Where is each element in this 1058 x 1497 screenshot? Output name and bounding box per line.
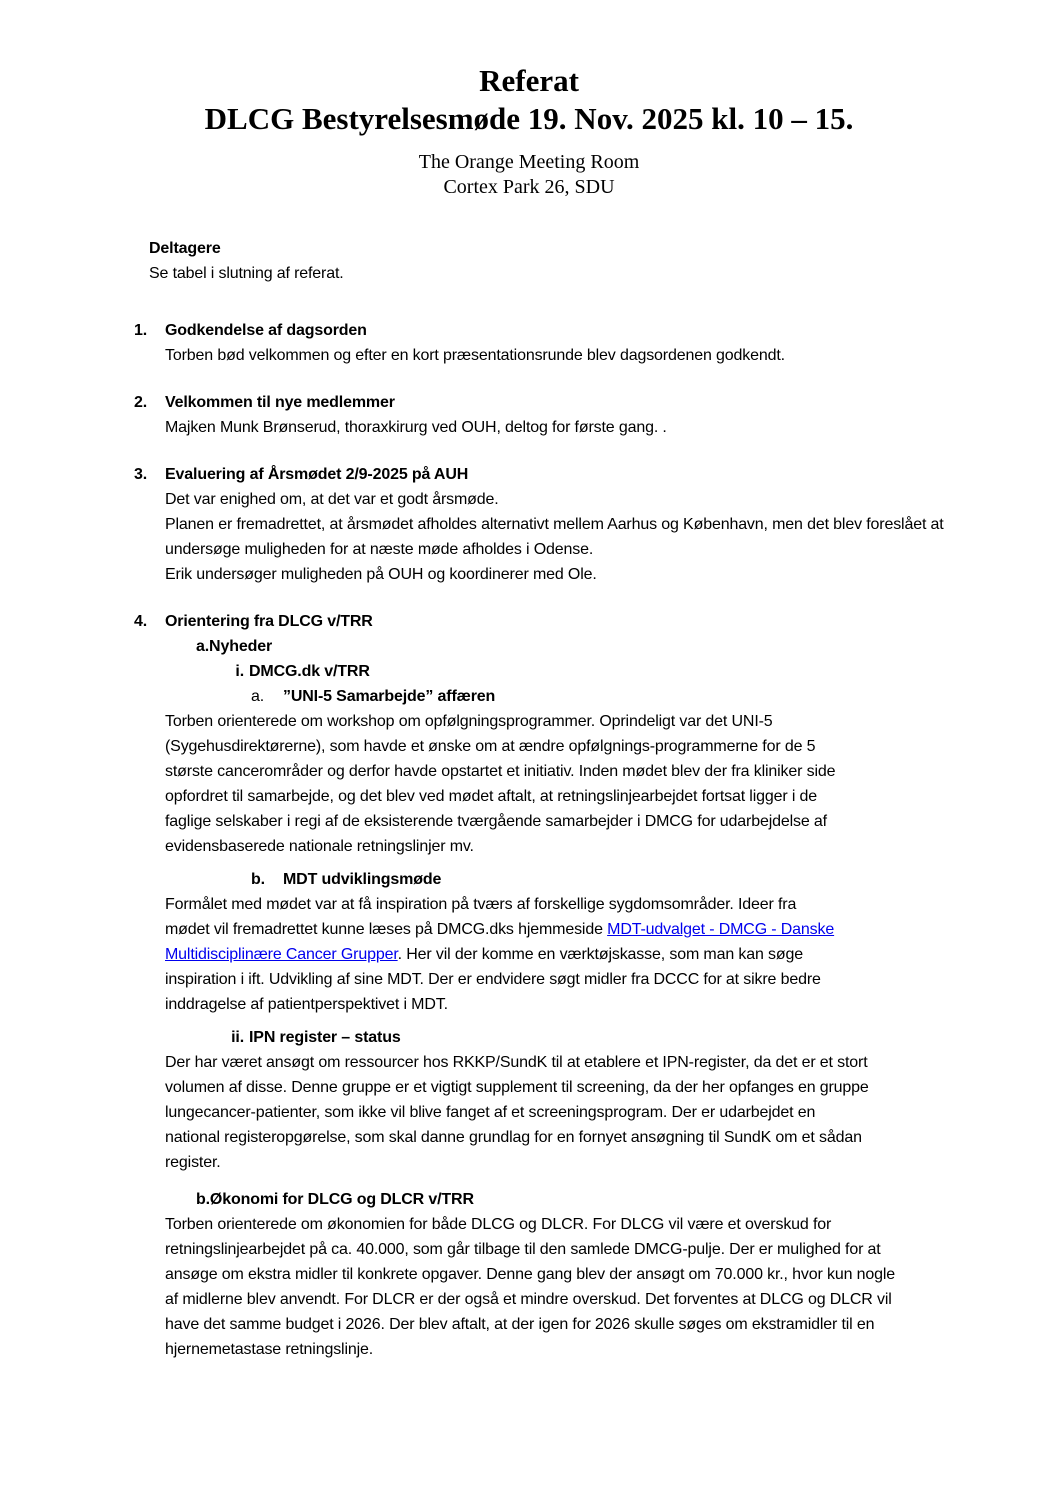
sub-item-title: DMCG.dk v/TRR [249,663,370,680]
sub-item-label: ii. [231,1029,244,1046]
item-paragraph: Torben bød velkommen og efter en kort præsentationsrunde blev dagsordenen godkendt. [165,347,785,364]
page-title: Referat [479,63,579,98]
sub-item-paragraph: Der har været ansøgt om ressourcer hos RKKP/SundK til at etablere et IPN-register, da det er et stort volumen af disse. Denne gruppe er et vigtigt supplement til screening, da der her opfanges en gruppe lungecancer-patienter, som ikke vil blive fanget af et screeningsprogram. Der er udarbejdet en national registeropgørelse, som skal danne grundlag for en fornyet ansøgning til SundK om et sådan register. [165,1054,869,1171]
agenda-list [0,318,1058,1362]
sub-item-title: Nyheder [209,638,273,655]
sub-item-paragraph [165,892,836,1017]
sub-item-label: a. [196,638,210,655]
agenda-item-2 [0,390,1058,440]
agenda-item-3 [0,462,1058,587]
sub-item-title: IPN register – status [249,1029,401,1046]
item-paragraph: Planen er fremadrettet, at årsmødet afholdes alternativt mellem Aarhus og København, men det blev foreslået at undersøge muligheden for at næste møde afholdes i Odense. [165,516,944,558]
sub-item-a-nyheder [196,634,958,659]
agenda-item-4 [0,609,1058,1362]
participants-section [149,236,1058,286]
item-number: 2. [134,394,148,411]
sub-item-paragraph: Torben orienterede om økonomien for både DLCG og DLCR. For DLCG vil være et overskud for retningslinjearbejdet på ca. 40.000, som går tilbage til den samlede DMCG-pulje. Der er mulighed for at ansøge om ekstra midler til konkrete opgaver. Denne gang blev der ansøgt om 70.000 kr., hvor kun nogle af midlerne blev anvendt. For DLCR er der også et mindre overskud. Det forventes at DLCG og DLCR vil have det samme budget i 2026. Der blev aftalt, at der igen for 2026 skulle søges om ekstramidler til en hjernemetastase retningslinje. [165,1216,896,1358]
sub-item-label: b. [251,871,265,888]
item-title: Evaluering af Årsmødet 2/9-2025 på AUH [165,466,469,483]
sub-item-a-uni5 [251,684,958,709]
meeting-room: The Orange Meeting Room [418,151,640,173]
mdt-udvalget-link[interactable]: MDT-udvalget - DMCG - Danske Multidisciplinære Cancer Grupper [165,921,835,963]
participants-note: Se tabel i slutning af referat. [149,265,344,282]
meeting-title: DLCG Bestyrelsesmøde 19. Nov. 2025 kl. 10 – 15. [204,101,854,136]
participants-heading: Deltagere [149,240,221,257]
sub-item-paragraph: Torben orienterede om workshop om opfølgningsprogrammer. Oprindeligt var det UNI-5 (Sygehusdirektørerne), som havde et ønske om at ændre opfølgnings-programmerne for de 5 største cancerområder og derfor havde opstartet et initiativ. Inden mødet blev der fra kliniker side opfordret til samarbejde, og det blev ved mødet aftalt, at retningslinjearbejdet fortsat ligger i de faglige selskaber i regi af de eksisterende tværgående samarbejder i DMCG for udarbejdelse af evidensbaserede nationale retningslinjer mv. [165,713,836,855]
sub-item-b-okonomi [196,1187,958,1212]
mdt-text-before-link: Formålet med mødet var at få inspiration på tværs af forskellige sygdomsområder. Ideer fra mødet vil fremadrettet kunne læses på DMCG.dks hjemmeside [165,896,797,938]
sub-item-b-mdt [251,867,958,892]
sub-item-title: ”UNI-5 Samarbejde” affæren [283,688,496,705]
item-title: Godkendelse af dagsorden [165,322,367,339]
sub-item-ii-ipn [220,1025,958,1050]
sub-item-label: a. [251,688,265,705]
item-title: Velkommen til nye medlemmer [165,394,395,411]
item-paragraph: Majken Munk Brønserud, thoraxkirurg ved OUH, deltog for første gang. . [165,419,667,436]
sub-item-label: b. [196,1191,210,1208]
item-number: 3. [134,466,148,483]
item-paragraph: Det var enighed om, at det var et godt årsmøde. [165,491,499,508]
item-number: 4. [134,613,148,630]
agenda-item-1 [0,318,1058,368]
item-paragraph: Erik undersøger muligheden på OUH og koordinerer med Ole. [165,566,597,583]
item-number: 1. [134,322,148,339]
sub-item-title: Økonomi for DLCG og DLCR v/TRR [209,1191,474,1208]
sub-item-label: i. [235,663,244,680]
sub-item-title: MDT udviklingsmøde [283,871,442,888]
item-title: Orientering fra DLCG v/TRR [165,613,373,630]
document-header [0,0,1058,200]
sub-item-i-dmcg [220,659,958,684]
meeting-address: Cortex Park 26, SDU [443,176,615,198]
mdt-text-after-link: . Her vil der komme en værktøjskasse, som man kan søge inspiration i ift. Udvikling af sine MDT. Der er endvidere søgt midler fra DCCC for at sikre bedre inddragelse af patientperspektivet i MDT. [165,946,821,1013]
